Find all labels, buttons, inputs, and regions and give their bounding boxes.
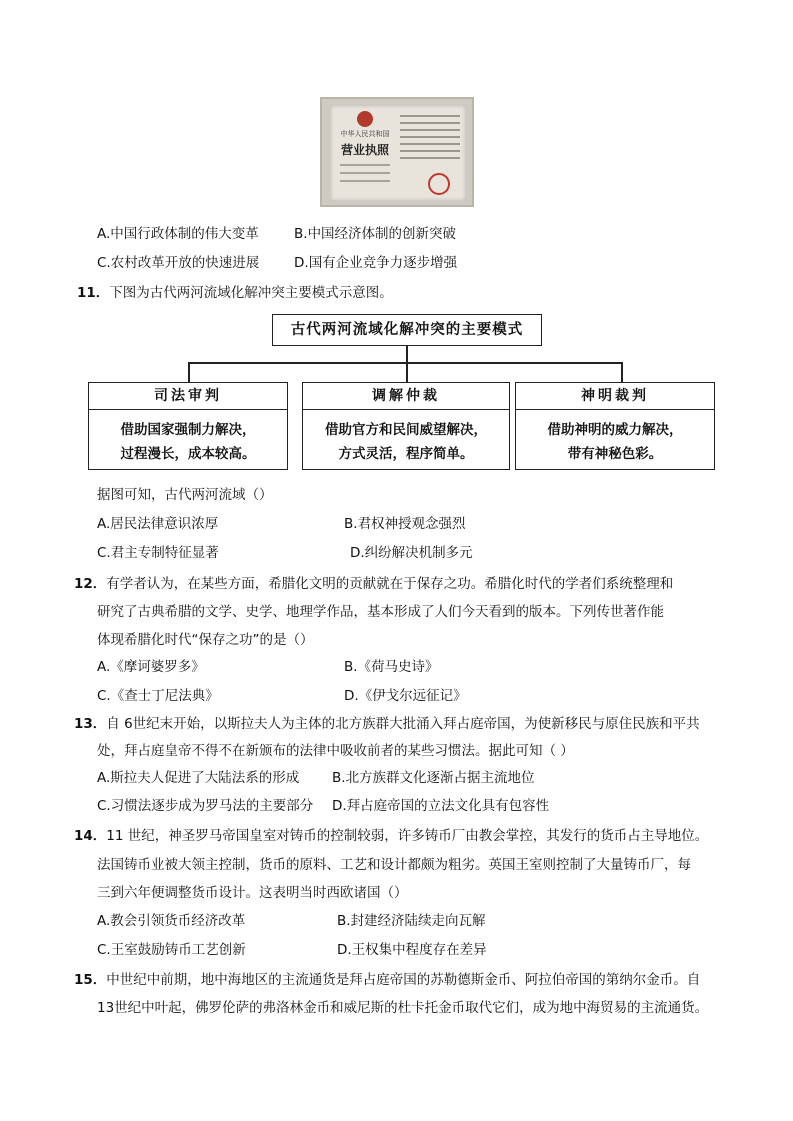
box-divine-judgment	[515, 382, 715, 470]
box-heading: 神明裁判	[516, 383, 714, 410]
q13-option-a	[97, 768, 299, 788]
q10-option-c	[97, 253, 259, 273]
option-letter: D.	[350, 545, 365, 561]
national-emblem-icon	[357, 111, 373, 127]
question-text: 下图为古代两河流域化解冲突主要模式示意图。	[109, 285, 393, 301]
option-text: 斯拉夫人促进了大陆法系的形成	[110, 770, 300, 786]
option-text: 北方族群文化逐渐占据主流地位	[345, 770, 535, 786]
red-seal-icon	[428, 173, 450, 195]
q14-stem-line1	[74, 826, 708, 846]
business-license-photo	[320, 97, 474, 207]
q15-stem-line2: 13世纪中叶起，佛罗伦萨的弗洛林金币和威尼斯的杜卡托金币取代它们，成为地中海贸易的主流通货。	[97, 1000, 709, 1016]
option-text: 《查士丁尼法典》	[110, 688, 219, 704]
q13-option-d	[332, 796, 549, 816]
option-letter: D.	[332, 798, 347, 814]
connector-line	[621, 362, 623, 382]
option-letter: C.	[97, 798, 111, 814]
box-text: 借助神明的威力解决，	[547, 422, 683, 438]
q12-option-b	[344, 657, 439, 677]
q14-option-c	[97, 940, 246, 960]
q11-option-b	[344, 514, 466, 534]
option-letter: C.	[97, 688, 111, 704]
option-letter: B.	[344, 659, 358, 675]
box-heading: 调解仲裁	[303, 383, 509, 410]
q14-option-b	[337, 911, 486, 931]
option-letter: B.	[294, 226, 308, 242]
q13-option-b	[332, 768, 535, 788]
option-text: 封建经济陆续走向瓦解	[350, 913, 486, 929]
option-letter: B.	[344, 516, 358, 532]
q11-option-c	[97, 543, 219, 563]
option-text: 君权神授观念强烈	[357, 516, 466, 532]
option-text: 中国经济体制的创新突破	[307, 226, 457, 242]
option-text: 教会引领货币经济改革	[110, 913, 246, 929]
q11-option-d	[350, 543, 473, 563]
question-text: 中世纪中前期，地中海地区的主流通货是拜占庭帝国的苏勒德斯金币、阿拉伯帝国的第纳尔金币。自	[106, 972, 701, 988]
option-text: 《摩诃婆罗多》	[110, 659, 205, 675]
question-number: 15．	[74, 972, 107, 988]
box-text: 过程漫长，成本较高。	[120, 446, 256, 462]
question-number: 13．	[74, 716, 107, 732]
option-letter: A.	[97, 516, 111, 532]
license-fine-print	[340, 172, 390, 174]
q14-option-a	[97, 911, 245, 931]
option-text: 中国行政体制的伟大变革	[110, 226, 259, 242]
question-text: 有学者认为，在某些方面，希腊化文明的贡献就在于保存之功。希腊化时代的学者们系统整理和	[106, 576, 674, 592]
option-text: 农村改革开放的快速进展	[110, 255, 260, 271]
q10-option-d	[294, 253, 457, 273]
q12-stem-line2: 研究了古典希腊的文学、史学、地理学作品，基本形成了人们今天看到的版本。下列传世著作能	[97, 604, 664, 620]
connector-line	[406, 346, 408, 362]
option-letter: B.	[337, 913, 351, 929]
license-field-line	[400, 143, 460, 145]
license-field-line	[400, 157, 460, 159]
q10-option-a	[97, 224, 259, 244]
box-text: 借助官方和民间威望解决，	[325, 422, 487, 438]
q12-option-a	[97, 657, 205, 677]
option-text: 居民法律意识浓厚	[110, 516, 219, 532]
box-body	[516, 410, 714, 466]
option-letter: A.	[97, 659, 111, 675]
option-letter: C.	[97, 545, 111, 561]
q15-stem-line1	[74, 970, 700, 990]
option-text: 君主专制特征显著	[110, 545, 219, 561]
q12-stem-line1	[74, 574, 673, 594]
connector-line	[188, 362, 190, 382]
license-right-panel	[400, 115, 460, 164]
option-letter: A.	[97, 770, 111, 786]
license-field-line	[400, 150, 460, 152]
box-heading: 司法审判	[89, 383, 287, 410]
license-left-panel	[336, 109, 394, 182]
box-text: 方式灵活，程序简单。	[338, 446, 474, 462]
q12-option-c	[97, 686, 219, 706]
option-text: 《荷马史诗》	[357, 659, 439, 675]
q11-stem	[77, 283, 393, 303]
license-field-line	[400, 136, 460, 138]
option-text: 拜占庭帝国的立法文化具有包容性	[346, 798, 550, 814]
box-body	[303, 410, 509, 466]
q14-stem-line3: 三到六年便调整货币设计。这表明当时西欧诸国（）	[97, 885, 408, 901]
option-text: 王权集中程度存在差异	[351, 942, 487, 958]
q11-question: 据图可知，古代两河流域（）	[97, 487, 273, 503]
license-field-line	[400, 122, 460, 124]
question-text: 自 6世纪末开始，以斯拉夫人为主体的北方族群大批涌入拜占庭帝国，为使新移民与原住民族和平共	[106, 716, 700, 732]
option-text: 《伊戈尔远征记》	[358, 688, 467, 704]
license-field-line	[400, 129, 460, 131]
question-number: 11．	[77, 285, 110, 301]
license-fine-print	[340, 180, 390, 182]
option-letter: D.	[337, 942, 352, 958]
box-text: 借助国家强制力解决，	[120, 422, 256, 438]
question-text: 11 世纪，神圣罗马帝国皇室对铸币的控制较弱，许多铸币厂由教会掌控，其发行的货币占主导地位。	[106, 828, 709, 844]
q13-stem-line1	[74, 714, 700, 734]
license-title-line1: 中华人民共和国	[340, 130, 390, 138]
option-letter: C.	[97, 255, 111, 271]
q10-option-b	[294, 224, 456, 244]
license-fine-print	[340, 164, 390, 166]
option-text: 习惯法逐步成为罗马法的主要部分	[110, 798, 314, 814]
conflict-resolution-diagram	[88, 312, 716, 472]
box-body	[89, 410, 287, 466]
q14-option-d	[337, 940, 487, 960]
q14-stem-line2: 法国铸币业被大领主控制，货币的原料、工艺和设计都颇为粗劣。英国王室则控制了大量铸币厂，每	[97, 857, 691, 873]
q13-option-c	[97, 796, 313, 816]
question-number: 14．	[74, 828, 107, 844]
box-judicial-trial	[88, 382, 288, 470]
q11-option-a	[97, 514, 218, 534]
q12-stem-line3: 体现希腊化时代“保存之功”的是（）	[97, 632, 314, 648]
connector-line	[406, 362, 408, 382]
option-text: 国有企业竞争力逐步增强	[308, 255, 458, 271]
q13-stem-line2: 处，拜占庭皇帝不得不在新颁布的法律中吸收前者的某些习惯法。据此可知（ ）	[97, 743, 574, 759]
option-letter: D.	[344, 688, 359, 704]
option-text: 王室鼓励铸币工艺创新	[110, 942, 246, 958]
option-letter: D.	[294, 255, 309, 271]
box-mediation-arbitration	[302, 382, 510, 470]
license-field-line	[400, 115, 460, 117]
option-letter: C.	[97, 942, 111, 958]
connector-line	[188, 362, 622, 364]
diagram-title: 古代两河流域化解冲突的主要模式	[272, 314, 542, 346]
q12-option-d	[344, 686, 467, 706]
option-letter: B.	[332, 770, 346, 786]
option-letter: A.	[97, 226, 111, 242]
license-document	[330, 105, 466, 201]
option-letter: A.	[97, 913, 111, 929]
license-title-line2: 营业执照	[340, 143, 389, 157]
option-text: 纠纷解决机制多元	[364, 545, 473, 561]
question-number: 12．	[74, 576, 107, 592]
box-text: 带有神秘色彩。	[567, 446, 663, 462]
